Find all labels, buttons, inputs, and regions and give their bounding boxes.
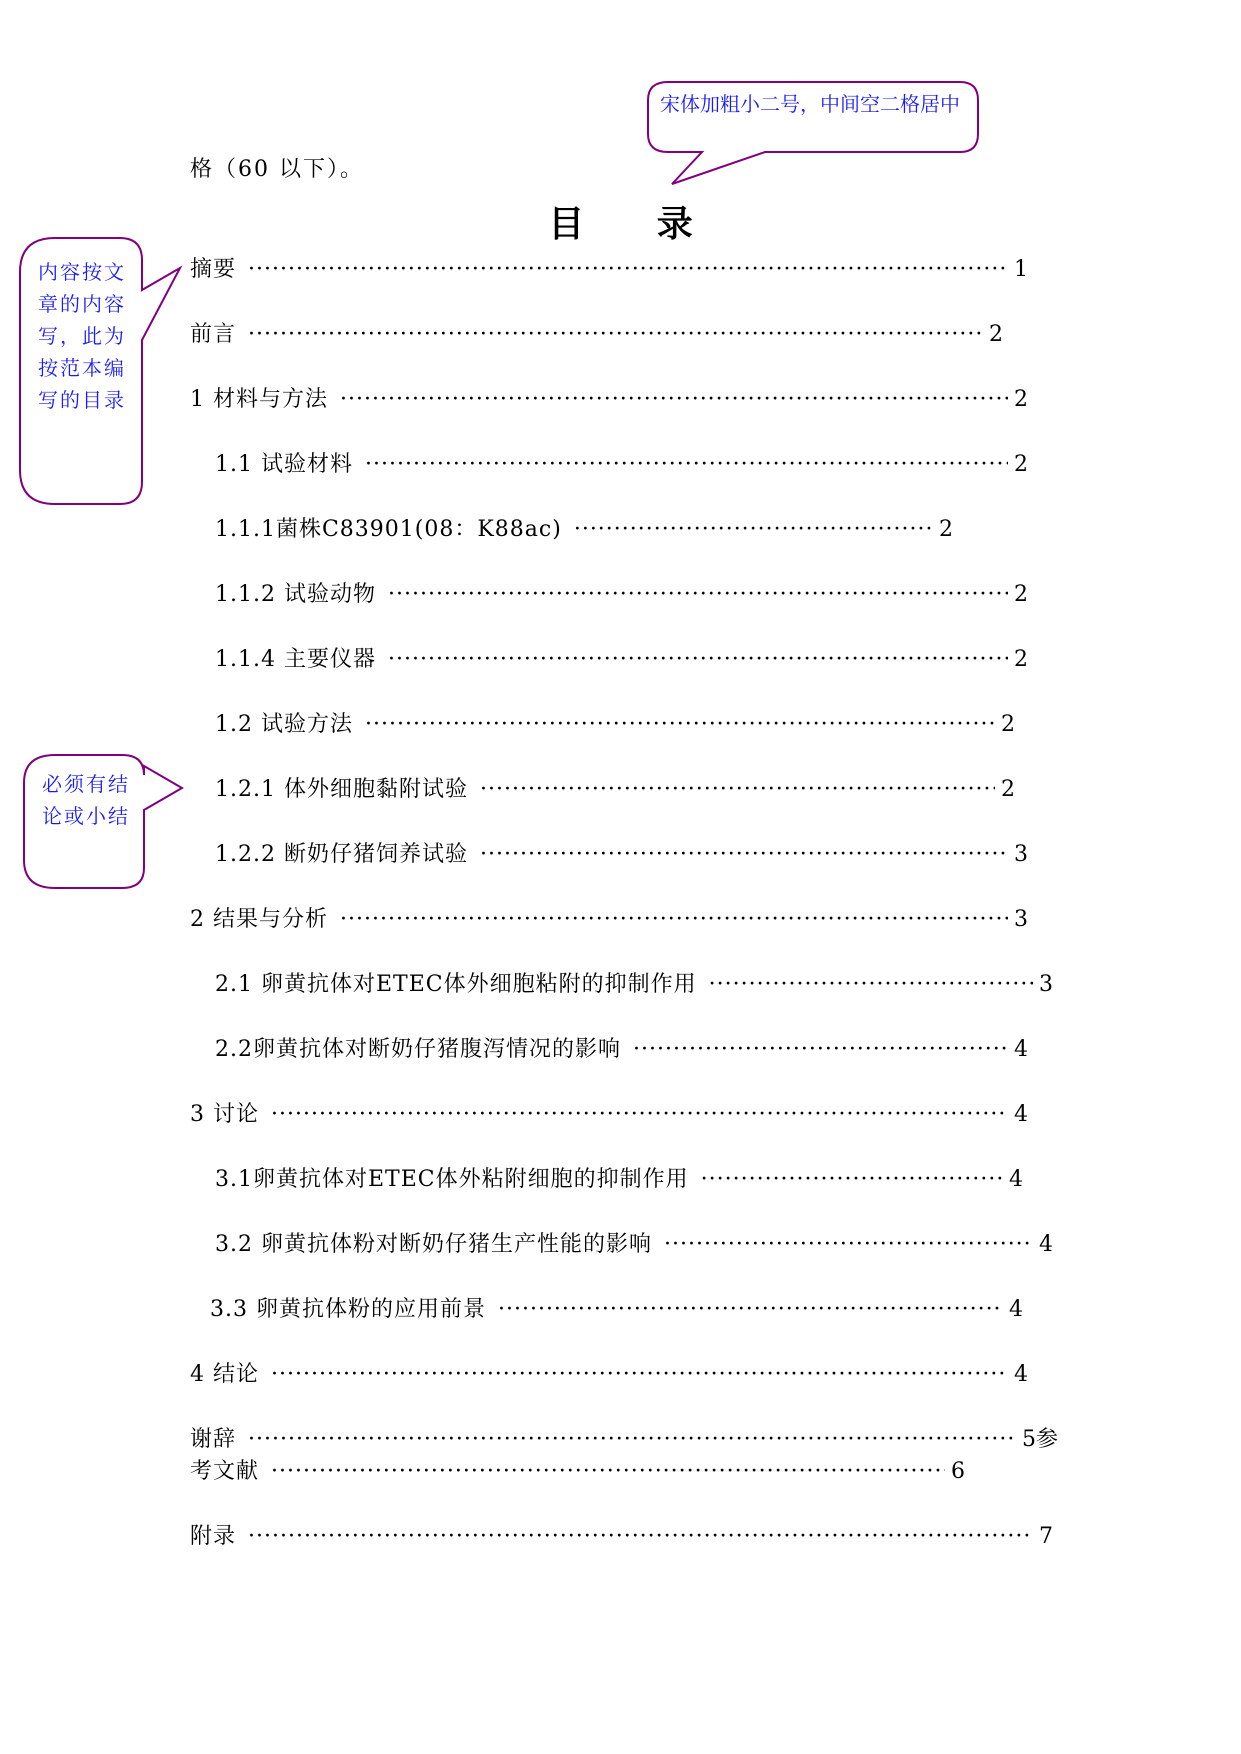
previous-page-text-tail: 格（60 以下）。 [190, 157, 364, 182]
toc-entry-page: 4 [1014, 1362, 1028, 1387]
toc-entry-label: 1.2.1 体外细胞黏附试验 [215, 777, 468, 802]
toc-entry-page: 4 [1039, 1232, 1053, 1257]
toc-entry-page: 5参 [1022, 1427, 1058, 1452]
toc-entry-page: 4 [1009, 1167, 1023, 1192]
toc-entry-label: 附录 [190, 1524, 237, 1549]
toc-entry-label: 考文献 [190, 1459, 260, 1484]
toc-entry-page: 1 [1014, 257, 1028, 282]
toc-entry-label: 3.2 卵黄抗体粉对断奶仔猪生产性能的影响 [215, 1232, 652, 1257]
toc-entry-page: 3 [1014, 842, 1028, 867]
toc-entry-page: 2 [989, 322, 1003, 347]
toc-title: 目 录 [548, 203, 723, 245]
toc-entry-label: 4 结论 [190, 1362, 259, 1387]
toc-entry-label: 3 讨论 [190, 1102, 259, 1127]
conclusion-callout-text: 必须有结论或小结 [42, 772, 130, 828]
toc-entry-page: 7 [1039, 1524, 1053, 1549]
toc-entry-page: 2 [939, 517, 953, 542]
toc-entry-label: 摘要 [190, 257, 237, 282]
toc-entry-page: 4 [1014, 1102, 1028, 1127]
toc-entry-label: 2 结果与分析 [190, 907, 328, 932]
toc-entry-label: 2.2卵黄抗体对断奶仔猪腹泻情况的影响 [215, 1037, 621, 1062]
toc-entry-label: 1 材料与方法 [190, 387, 328, 412]
toc-entry-label: 1.1.1菌株C83901(08：K88ac) [215, 517, 562, 542]
toc-entry-label: 3.3 卵黄抗体粉的应用前景 [210, 1297, 486, 1322]
toc-entry-label: 2.1 卵黄抗体对ETEC体外细胞粘附的抑制作用 [215, 972, 697, 997]
toc-entry-page: 3 [1014, 907, 1028, 932]
content-callout-text: 内容按文章的内容写，此为按范本编写的目录 [38, 260, 126, 412]
toc-entry-label: 3.1卵黄抗体对ETEC体外粘附细胞的抑制作用 [215, 1167, 689, 1192]
toc-entry-page: 4 [1009, 1297, 1023, 1322]
toc-entry-label: 1.2.2 断奶仔猪饲养试验 [215, 842, 468, 867]
toc-entry-page: 2 [1014, 387, 1028, 412]
toc-entry-label: 1.1 试验材料 [215, 452, 353, 477]
toc-entry-label: 1.1.4 主要仪器 [215, 647, 376, 672]
toc-entry-page: 2 [1014, 647, 1028, 672]
toc-entry-page: 2 [1014, 452, 1028, 477]
toc-entry-label: 1.2 试验方法 [215, 712, 353, 737]
toc-entry-page: 2 [1001, 712, 1015, 737]
toc-entry-page: 4 [1014, 1037, 1028, 1062]
toc-entry-page: 3 [1039, 972, 1053, 997]
toc-entry-label: 谢辞 [190, 1427, 237, 1452]
toc-entry-page: 6 [951, 1459, 965, 1484]
toc-entry-page: 2 [1001, 777, 1015, 802]
toc-entry-label: 前言 [190, 322, 237, 347]
toc-entry-page: 2 [1014, 582, 1028, 607]
title-callout-text: 宋体加粗小二号，中间空二格居中 [660, 92, 960, 116]
toc-entry-label: 1.1.2 试验动物 [215, 582, 376, 607]
